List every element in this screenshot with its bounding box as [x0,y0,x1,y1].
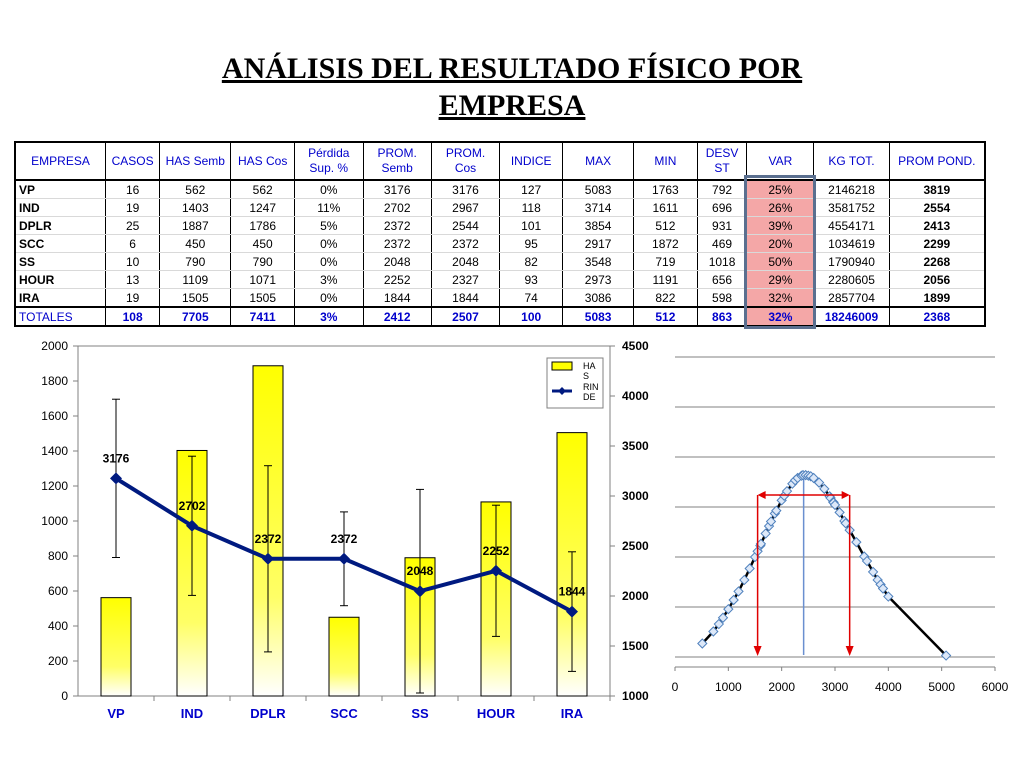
table-cell: 1191 [634,271,698,289]
x-axis-tick-label: 3000 [821,680,849,694]
table-cell: 2146218 [814,180,889,199]
column-header: HAS Semb [160,142,231,180]
table-cell: 74 [500,289,563,308]
table-cell: 93 [500,271,563,289]
table-cell: 127 [500,180,563,199]
right-axis-tick-label: 1000 [622,689,649,703]
category-label: VP [107,706,125,721]
table-cell: 101 [500,217,563,235]
table-cell: 2252 [363,271,431,289]
table-cell: 2327 [431,271,499,289]
table-cell: 792 [697,180,747,199]
legend-label: DE [583,392,596,402]
column-header: CASOS [106,142,160,180]
title-line-1: ANÁLISIS DEL RESULTADO FÍSICO POR [221,52,803,85]
left-axis-tick-label: 1000 [41,514,68,528]
right-axis-tick-label: 4000 [622,389,649,403]
table-cell: 2702 [363,199,431,217]
category-label: IRA [560,706,584,721]
table-cell: 598 [697,289,747,308]
column-header: HAS Cos [231,142,295,180]
table-cell: 1790940 [814,253,889,271]
left-axis-tick-label: 400 [47,619,68,633]
left-axis-tick-label: 1200 [41,479,68,493]
table-cell: 50% [747,253,814,271]
table-cell: 1872 [634,235,698,253]
rinde-data-label: 2048 [406,564,434,579]
category-label: SCC [330,706,358,721]
table-cell: 2048 [431,253,499,271]
legend-label: HA [583,361,596,371]
table-cell: 562 [231,180,295,199]
table-cell: 3581752 [814,199,889,217]
table-cell: IND [15,199,106,217]
data-point [740,575,749,584]
table-cell: 25% [747,180,814,199]
column-header: KG TOT. [814,142,889,180]
table-cell: 39% [747,217,814,235]
table-cell: 3854 [563,217,634,235]
table-cell: 3% [295,271,364,289]
column-header: Pérdida Sup. % [295,142,364,180]
table-cell: 16 [106,180,160,199]
totals-cell: 100 [500,307,563,326]
right-axis-tick-label: 2500 [622,539,649,553]
totals-cell: 2368 [889,307,985,326]
right-axis-tick-label: 3500 [622,439,649,453]
table-cell: 32% [747,289,814,308]
table-cell: 2372 [363,235,431,253]
table-cell: 1247 [231,199,295,217]
table-cell: 2372 [363,217,431,235]
table-cell: 790 [231,253,295,271]
table-cell: 512 [634,217,698,235]
x-axis-tick-label: 0 [671,680,679,694]
table-cell: 118 [500,199,563,217]
table-cell: 3714 [563,199,634,217]
table-cell: 0% [295,180,364,199]
column-header: MAX [563,142,634,180]
totals-cell: 512 [634,307,698,326]
x-axis-tick-label: 6000 [981,680,1009,694]
category-label: SS [411,706,429,721]
table-cell: 1505 [160,289,231,308]
table-cell: 20% [747,235,814,253]
title-line-2: EMPRESA [438,89,586,122]
table-cell: 13 [106,271,160,289]
left-axis-tick-label: 0 [61,689,68,703]
table-cell: VP [15,180,106,199]
x-axis-tick-label: 1000 [714,680,742,694]
totals-cell: 32% [747,307,814,326]
table-cell: 3548 [563,253,634,271]
column-header: MIN [634,142,698,180]
left-axis-tick-label: 200 [47,654,68,668]
legend-label: S [583,371,590,381]
right-axis-tick-label: 3000 [622,489,649,503]
category-label: IND [180,706,204,721]
table-cell: 19 [106,199,160,217]
table-cell: 6 [106,235,160,253]
table-cell: 1403 [160,199,231,217]
table-cell: 11% [295,199,364,217]
table-cell: 2268 [889,253,985,271]
table-cell: 2413 [889,217,985,235]
left-axis-tick-label: 800 [47,549,68,563]
table-cell: 931 [697,217,747,235]
table-cell: 1899 [889,289,985,308]
totals-cell: 2507 [431,307,499,326]
table-cell: 1844 [431,289,499,308]
table-cell: SS [15,253,106,271]
left-axis-tick-label: 1600 [41,409,68,423]
range-arrow-head-right [842,491,850,499]
x-axis-tick-label: 4000 [874,680,902,694]
rinde-data-label: 2372 [330,531,358,546]
table-cell: 790 [160,253,231,271]
table-cell: 29% [747,271,814,289]
table-cell: 2554 [889,199,985,217]
rinde-data-label: 1844 [558,584,586,599]
table-cell: 1844 [363,289,431,308]
table-cell: 1786 [231,217,295,235]
table-cell: 95 [500,235,563,253]
table-cell: 2967 [431,199,499,217]
rinde-data-label: 2372 [254,531,282,546]
table-cell: 5% [295,217,364,235]
totals-cell: 863 [697,307,747,326]
table-cell: 656 [697,271,747,289]
right-axis-tick-label: 2000 [622,589,649,603]
rinde-data-label: 3176 [102,451,130,466]
table-cell: 450 [231,235,295,253]
table-cell: 0% [295,253,364,271]
left-axis-tick-label: 1400 [41,444,68,458]
table-cell: SCC [15,235,106,253]
table-cell: 1887 [160,217,231,235]
table-cell: 1611 [634,199,698,217]
column-header: VAR [747,142,814,180]
range-arrow-head-left [758,491,766,499]
table-cell: 5083 [563,180,634,199]
table-cell: 1071 [231,271,295,289]
table-cell: 19 [106,289,160,308]
table-cell: 1018 [697,253,747,271]
x-axis-tick-label: 2000 [768,680,796,694]
down-arrow-head-left [754,646,762,656]
table-cell: 696 [697,199,747,217]
table-cell: 3819 [889,180,985,199]
totals-cell: 5083 [563,307,634,326]
table-cell: 3176 [363,180,431,199]
table-cell: 2280605 [814,271,889,289]
table-cell: 1763 [634,180,698,199]
table-cell: IRA [15,289,106,308]
table-cell: 469 [697,235,747,253]
category-label: DPLR [250,706,286,721]
totals-cell: TOTALES [15,307,106,326]
category-label: HOUR [476,706,516,721]
left-axis-tick-label: 1800 [41,374,68,388]
totals-cell: 108 [106,307,160,326]
column-header: PROM. Cos [431,142,499,180]
column-header: PROM. Semb [363,142,431,180]
left-axis-tick-label: 600 [47,584,68,598]
right-axis-tick-label: 1500 [622,639,649,653]
table-cell: 25 [106,217,160,235]
totals-cell: 3% [295,307,364,326]
left-axis-tick-label: 2000 [41,339,68,353]
totals-cell: 18246009 [814,307,889,326]
distribution-curve [702,475,946,655]
table-cell: 450 [160,235,231,253]
data-point [745,564,754,573]
table-cell: 719 [634,253,698,271]
table-cell: 822 [634,289,698,308]
totals-cell: 7705 [160,307,231,326]
table-cell: 10 [106,253,160,271]
column-header: INDICE [500,142,563,180]
table-cell: 3086 [563,289,634,308]
right-axis-tick-label: 4500 [622,339,649,353]
down-arrow-head-right [846,646,854,656]
column-header: PROM POND. [889,142,985,180]
table-cell: 2048 [363,253,431,271]
column-header: EMPRESA [15,142,106,180]
legend-label: RIN [583,382,599,392]
table-cell: HOUR [15,271,106,289]
table-cell: 2056 [889,271,985,289]
table-cell: 2973 [563,271,634,289]
table-cell: 1505 [231,289,295,308]
table-cell: 1109 [160,271,231,289]
rinde-data-label: 2252 [482,543,510,558]
table-cell: 26% [747,199,814,217]
table-cell: 0% [295,235,364,253]
table-cell: 4554171 [814,217,889,235]
table-cell: 82 [500,253,563,271]
table-cell: 2917 [563,235,634,253]
table-cell: DPLR [15,217,106,235]
table-cell: 2372 [431,235,499,253]
table-cell: 2544 [431,217,499,235]
rinde-data-label: 2702 [178,498,206,513]
totals-cell: 2412 [363,307,431,326]
table-cell: 3176 [431,180,499,199]
table-cell: 2299 [889,235,985,253]
table-cell: 0% [295,289,364,308]
column-header: DESV ST [697,142,747,180]
table-cell: 1034619 [814,235,889,253]
table-cell: 2857704 [814,289,889,308]
totals-cell: 7411 [231,307,295,326]
x-axis-tick-label: 5000 [928,680,956,694]
table-cell: 562 [160,180,231,199]
